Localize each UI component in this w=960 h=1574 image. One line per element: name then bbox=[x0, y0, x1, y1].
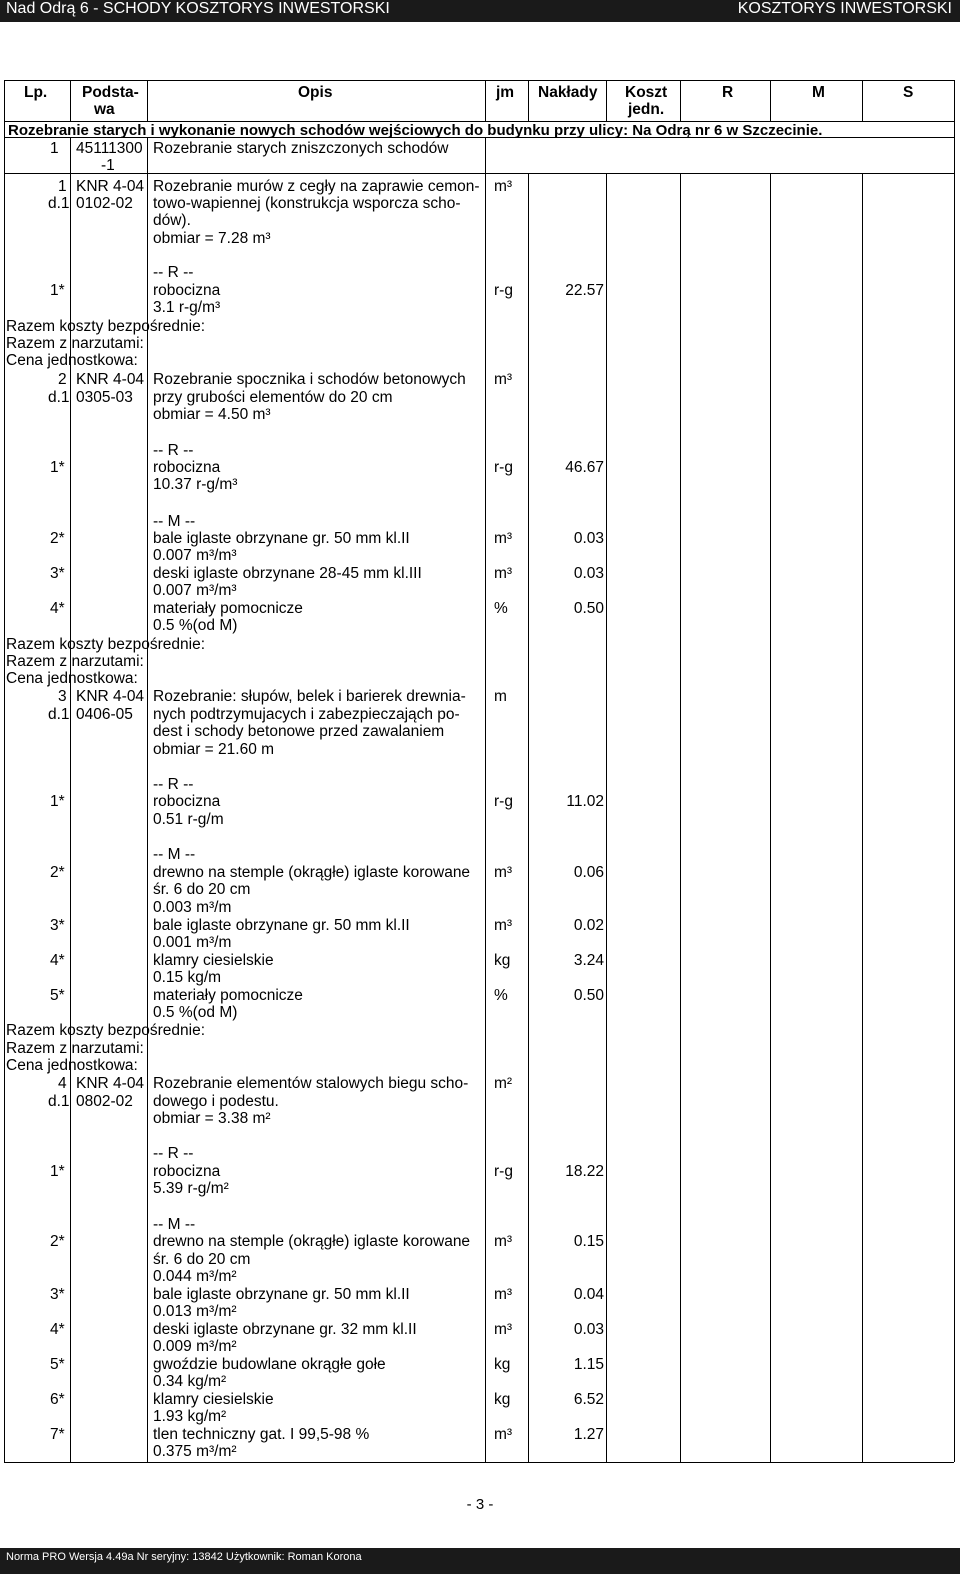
material-qty: 0.03 bbox=[573, 1321, 604, 1338]
material-jm: % bbox=[494, 600, 508, 617]
r-section-header: -- R -- bbox=[153, 264, 194, 281]
material-norm: 0.15 kg/m bbox=[153, 969, 222, 986]
item-basis-code: 0802-02 bbox=[76, 1093, 133, 1110]
labour-norm: 10.37 r-g/m³ bbox=[153, 476, 238, 493]
material-name: deski iglaste obrzynane 28-45 mm kl.III bbox=[153, 565, 422, 582]
labour-jm: r-g bbox=[494, 793, 513, 810]
labour-name: robocizna bbox=[153, 1163, 221, 1180]
labour-name: robocizna bbox=[153, 793, 221, 810]
labour-lp: 1* bbox=[50, 793, 65, 810]
material-norm: 0.007 m³/m³ bbox=[153, 547, 237, 564]
material-norm: 0.013 m³/m² bbox=[153, 1303, 237, 1320]
material-jm: m³ bbox=[494, 1233, 513, 1250]
item-basis: KNR 4-04 bbox=[76, 1075, 145, 1092]
material-name: drewno na stemple (okrągłe) iglaste korowane bbox=[153, 1233, 471, 1250]
material-norm: 0.5 %(od M) bbox=[153, 1004, 238, 1021]
item-obmiar: obmiar = 3.38 m² bbox=[153, 1110, 271, 1127]
col-koszt: Koszt bbox=[625, 84, 668, 101]
item-jm: m³ bbox=[494, 178, 513, 195]
material-name-2: śr. 6 do 20 cm bbox=[153, 1251, 251, 1268]
item-obmiar: obmiar = 4.50 m³ bbox=[153, 406, 271, 423]
material-norm: 0.003 m³/m bbox=[153, 899, 232, 916]
labour-lp: 1* bbox=[50, 1163, 65, 1180]
item-desc-line: przy grubości elementów do 20 cm bbox=[153, 389, 393, 406]
material-jm: m³ bbox=[494, 530, 513, 547]
material-lp: 2* bbox=[50, 1233, 65, 1250]
material-qty: 0.50 bbox=[573, 987, 604, 1004]
material-name: bale iglaste obrzynane gr. 50 mm kl.II bbox=[153, 530, 410, 547]
summary-direct: Razem koszty bezpośrednie: bbox=[6, 1022, 206, 1039]
col-podstawa-2: wa bbox=[94, 101, 115, 118]
material-qty: 0.06 bbox=[573, 864, 604, 881]
material-jm: kg bbox=[494, 1391, 511, 1408]
labour-qty: 11.02 bbox=[566, 793, 604, 810]
material-lp: 2* bbox=[50, 864, 65, 881]
material-qty: 1.27 bbox=[573, 1426, 604, 1443]
m-section-header: -- M -- bbox=[153, 513, 196, 530]
material-jm: m³ bbox=[494, 1321, 513, 1338]
labour-norm: 5.39 r-g/m² bbox=[153, 1180, 229, 1197]
col-naklady: Nakłady bbox=[538, 84, 598, 101]
summary-direct: Razem koszty bezpośrednie: bbox=[6, 318, 206, 335]
item-basis: KNR 4-04 bbox=[76, 688, 145, 705]
item-basis-code: 0305-03 bbox=[76, 389, 133, 406]
material-jm: m³ bbox=[494, 1286, 513, 1303]
summary-unit-price: Cena jednostkowa: bbox=[6, 670, 138, 687]
material-jm: % bbox=[494, 987, 508, 1004]
material-jm: m³ bbox=[494, 1426, 513, 1443]
material-lp: 4* bbox=[50, 600, 65, 617]
material-qty: 3.24 bbox=[573, 952, 604, 969]
material-jm: kg bbox=[494, 1356, 511, 1373]
material-lp: 4* bbox=[50, 1321, 65, 1338]
item-d: d.1 bbox=[48, 389, 70, 406]
summary-unit-price: Cena jednostkowa: bbox=[6, 352, 138, 369]
item-obmiar: obmiar = 7.28 m³ bbox=[153, 230, 271, 247]
labour-jm: r-g bbox=[494, 459, 513, 476]
summary-unit-price: Cena jednostkowa: bbox=[6, 1057, 138, 1074]
col-s: S bbox=[903, 84, 914, 101]
item-jm: m³ bbox=[494, 371, 513, 388]
material-norm: 0.34 kg/m² bbox=[153, 1373, 227, 1390]
material-name: bale iglaste obrzynane gr. 50 mm kl.II bbox=[153, 917, 410, 934]
labour-jm: r-g bbox=[494, 1163, 513, 1180]
labour-qty: 46.67 bbox=[565, 459, 604, 476]
item-number: 4 bbox=[58, 1075, 67, 1092]
item-basis: KNR 4-04 bbox=[76, 178, 145, 195]
item-desc-line: Rozebranie murów z cegły na zaprawie cemon- bbox=[153, 178, 480, 195]
labour-qty: 22.57 bbox=[565, 282, 604, 299]
material-qty: 0.03 bbox=[573, 565, 604, 582]
item-desc-line: Rozebranie elementów stalowych biegu scho- bbox=[153, 1075, 469, 1092]
material-name-2: śr. 6 do 20 cm bbox=[153, 881, 251, 898]
material-lp: 7* bbox=[50, 1426, 65, 1443]
item-desc-line: nych podtrzymujacych i zabezpieczająch po- bbox=[153, 706, 460, 723]
col-m: M bbox=[812, 84, 825, 101]
item-desc-line: Rozebranie spocznika i schodów betonowych bbox=[153, 371, 466, 388]
material-qty: 0.03 bbox=[573, 530, 604, 547]
material-norm: 0.044 m³/m² bbox=[153, 1268, 237, 1285]
item-desc-line: dów). bbox=[153, 212, 191, 229]
material-norm: 0.375 m³/m² bbox=[153, 1443, 237, 1460]
material-name: drewno na stemple (okrągłe) iglaste korowane bbox=[153, 864, 471, 881]
footer-bar bbox=[0, 1548, 960, 1574]
material-qty: 0.50 bbox=[573, 600, 604, 617]
page-number: - 3 - bbox=[466, 1496, 494, 1513]
document-header bbox=[0, 0, 960, 22]
chapter-number: 1 bbox=[50, 140, 59, 157]
material-jm: kg bbox=[494, 952, 511, 969]
item-desc-line: dowego i podestu. bbox=[153, 1093, 279, 1110]
material-lp: 6* bbox=[50, 1391, 65, 1408]
material-qty: 0.04 bbox=[573, 1286, 604, 1303]
item-number: 1 bbox=[58, 178, 67, 195]
summary-direct: Razem koszty bezpośrednie: bbox=[6, 636, 206, 653]
material-name: tlen techniczny gat. I 99,5-98 % bbox=[153, 1426, 370, 1443]
labour-name: robocizna bbox=[153, 282, 221, 299]
material-lp: 2* bbox=[50, 530, 65, 547]
chapter-code-suffix: -1 bbox=[101, 157, 115, 174]
material-norm: 1.93 kg/m² bbox=[153, 1408, 227, 1425]
summary-overhead: Razem z narzutami: bbox=[6, 1040, 144, 1057]
material-lp: 5* bbox=[50, 987, 65, 1004]
item-d: d.1 bbox=[48, 706, 70, 723]
item-basis-code: 0406-05 bbox=[76, 706, 133, 723]
item-desc-line: towo-wapiennej (konstrukcja wsporcza scho- bbox=[153, 195, 461, 212]
col-koszt-2: jedn. bbox=[628, 101, 665, 118]
material-name: bale iglaste obrzynane gr. 50 mm kl.II bbox=[153, 1286, 410, 1303]
item-desc-line: Rozebranie: słupów, belek i barierek drewnia- bbox=[153, 688, 466, 705]
labour-norm: 3.1 r-g/m³ bbox=[153, 299, 221, 316]
item-jm: m bbox=[494, 688, 507, 705]
material-norm: 0.007 m³/m³ bbox=[153, 582, 237, 599]
material-lp: 5* bbox=[50, 1356, 65, 1373]
r-section-header: -- R -- bbox=[153, 1145, 194, 1162]
material-jm: m³ bbox=[494, 864, 513, 881]
col-r: R bbox=[722, 84, 734, 101]
labour-norm: 0.51 r-g/m bbox=[153, 811, 224, 828]
material-lp: 4* bbox=[50, 952, 65, 969]
item-desc-line: dest i schody betonowe przed zawalaniem bbox=[153, 723, 445, 740]
material-lp: 3* bbox=[50, 565, 65, 582]
chapter-title: Rozebranie starych zniszczonych schodów bbox=[153, 140, 449, 157]
labour-jm: r-g bbox=[494, 282, 513, 299]
item-obmiar: obmiar = 21.60 m bbox=[153, 741, 275, 758]
chapter-code: 45111300 bbox=[76, 140, 143, 157]
material-jm: m³ bbox=[494, 917, 513, 934]
summary-overhead: Razem z narzutami: bbox=[6, 653, 144, 670]
material-name: materiały pomocnicze bbox=[153, 600, 303, 617]
footer-info: Norma PRO Wersja 4.49a Nr seryjny: 13842 Użytkownik: Roman Korona bbox=[6, 1551, 362, 1563]
labour-name: robocizna bbox=[153, 459, 221, 476]
material-name: klamry ciesielskie bbox=[153, 1391, 274, 1408]
material-norm: 0.001 m³/m bbox=[153, 934, 232, 951]
r-section-header: -- R -- bbox=[153, 776, 194, 793]
r-section-header: -- R -- bbox=[153, 442, 194, 459]
item-number: 2 bbox=[58, 371, 67, 388]
material-name: materiały pomocnicze bbox=[153, 987, 303, 1004]
item-basis: KNR 4-04 bbox=[76, 371, 145, 388]
summary-overhead: Razem z narzutami: bbox=[6, 335, 144, 352]
col-jm: jm bbox=[496, 84, 515, 101]
item-basis-code: 0102-02 bbox=[76, 195, 133, 212]
material-qty: 6.52 bbox=[573, 1391, 604, 1408]
material-qty: 0.02 bbox=[573, 917, 604, 934]
col-opis: Opis bbox=[298, 84, 333, 101]
item-number: 3 bbox=[58, 688, 67, 705]
material-jm: m³ bbox=[494, 565, 513, 582]
labour-lp: 1* bbox=[50, 282, 65, 299]
material-name: deski iglaste obrzynane gr. 32 mm kl.II bbox=[153, 1321, 417, 1338]
material-norm: 0.009 m³/m² bbox=[153, 1338, 237, 1355]
material-name: klamry ciesielskie bbox=[153, 952, 274, 969]
section-title: Rozebranie starych i wykonanie nowych schodów wejściowych do budynku przy ulicy: Na Odrą nr 6 w Szczecinie. bbox=[8, 122, 823, 139]
item-d: d.1 bbox=[48, 195, 70, 212]
labour-qty: 18.22 bbox=[565, 1163, 604, 1180]
item-d: d.1 bbox=[48, 1093, 70, 1110]
labour-lp: 1* bbox=[50, 459, 65, 476]
m-section-header: -- M -- bbox=[153, 846, 196, 863]
m-section-header: -- M -- bbox=[153, 1216, 196, 1233]
document-type: KOSZTORYS INWESTORSKI bbox=[737, 0, 952, 17]
material-name: gwoździe budowlane okrągłe gołe bbox=[153, 1356, 386, 1373]
col-lp: Lp. bbox=[24, 84, 48, 101]
material-lp: 3* bbox=[50, 1286, 65, 1303]
document-title: Nad Odrą 6 - SCHODY KOSZTORYS INWESTORSKI bbox=[6, 0, 390, 17]
col-podstawa: Podsta- bbox=[82, 84, 139, 101]
item-jm: m² bbox=[494, 1075, 513, 1092]
material-norm: 0.5 %(od M) bbox=[153, 617, 238, 634]
material-lp: 3* bbox=[50, 917, 65, 934]
material-qty: 1.15 bbox=[573, 1356, 604, 1373]
material-qty: 0.15 bbox=[573, 1233, 604, 1250]
